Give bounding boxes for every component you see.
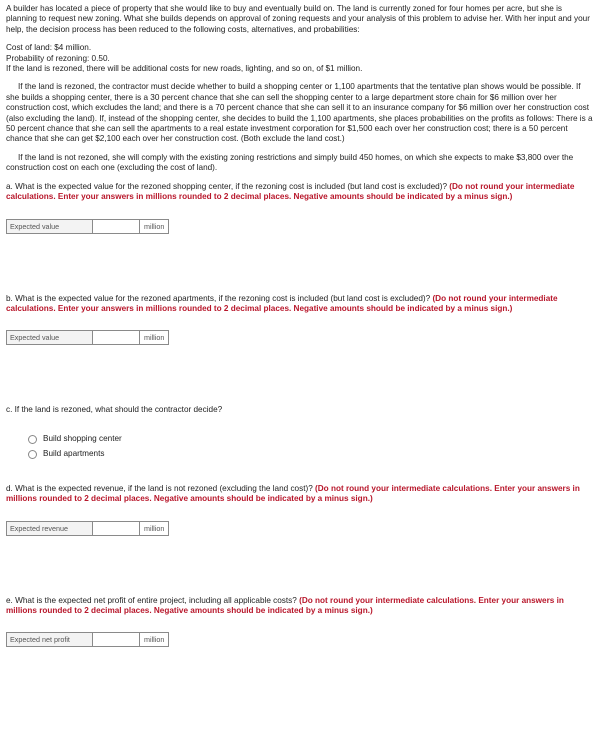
- answer-b-unit: million: [140, 330, 169, 345]
- answer-b-label: Expected value: [6, 330, 92, 345]
- not-rezoned-scenario-text: If the land is not rezoned, she will comply with the existing zoning restrictions and simply build 450 homes, on which she expects to make $3,800 over the construction cost on each one (excluding the cost of land).: [6, 152, 574, 173]
- question-e-text: [6, 596, 593, 617]
- answer-e-label: Expected net profit: [6, 632, 92, 647]
- given-land-cost: Cost of land: $4 million.: [6, 43, 92, 53]
- question-b-instructions: (Do not round your intermediate calculations. Enter your answers in millions rounded to 2 decimal places. Negative amounts should be indicated by a minus sign.): [6, 293, 558, 313]
- question-a-instructions: (Do not round your intermediate calculations. Enter your answers in millions rounded to 2 decimal places. Negative amounts should be indicated by a minus sign.): [6, 181, 575, 202]
- problem-intro: A builder has located a piece of property that she would like to buy and eventually build on. The land is currently zoned for four homes per acre, but she is planning to request new zoning. What she builds depends on approval of zoning requests and your analysis of this problem to advise her. With her input and your help, the decision process has been reduced to the following costs, alternatives, and probabilities:: [6, 4, 590, 34]
- answer-d-input[interactable]: [92, 521, 140, 536]
- question-d-instructions: (Do not round your intermediate calculations. Enter your answers in millions rounded to 2 decimal places. Negative amounts should be indicated by a minus sign.): [6, 483, 580, 504]
- answer-row-e: [6, 632, 593, 647]
- given-rezoning-costs: If the land is rezoned, there will be additional costs for new roads, lighting, and so on, of $1 million.: [6, 64, 363, 74]
- question-a-prompt: a. What is the expected value for the rezoned shopping center, if the rezoning cost is included (but land cost is excluded)?: [6, 181, 450, 191]
- question-b: [6, 294, 593, 346]
- answer-b-input[interactable]: [92, 330, 140, 345]
- option-build-shopping-center[interactable]: [28, 432, 593, 447]
- answer-row-b: [6, 330, 593, 345]
- answer-row-d: [6, 521, 593, 536]
- question-a: [6, 182, 593, 234]
- answer-a-input[interactable]: [92, 219, 140, 234]
- question-c: [6, 405, 593, 461]
- answer-e-input[interactable]: [92, 632, 140, 647]
- option-apartments-label: Build apartments: [43, 449, 105, 459]
- question-e: [6, 596, 593, 648]
- answer-a-label: Expected value: [6, 219, 92, 234]
- question-a-text: [6, 182, 593, 203]
- radio-button-icon[interactable]: [28, 435, 37, 444]
- question-c-options: [28, 432, 593, 462]
- question-e-prompt: e. What is the expected net profit of entire project, including all applicable costs?: [6, 595, 300, 605]
- question-c-text: c. If the land is rezoned, what should the contractor decide?: [6, 405, 223, 415]
- option-build-apartments[interactable]: [28, 447, 593, 462]
- answer-e-unit: million: [140, 632, 169, 647]
- given-rezoning-probability: Probability of rezoning: 0.50.: [6, 53, 110, 63]
- answer-a-unit: million: [140, 219, 169, 234]
- rezoned-scenario-text: If the land is rezoned, the contractor must decide whether to build a shopping center or 1,100 apartments that the tentative plan shows would be possible. If she builds a shopping center, there is a 30 percent chance that she can sell the shopping center to a large department store chain for $6 million over her construction cost, which excludes the land; and there is a 70 percent chance that she can sell it to an insurance company for $6 million over her construction cost (also excluding the land). If, instead of the shopping center, she decides to build the 1,100 apartments, she places probabilities on the profits as follows: There is a 50 percent chance that she can sell the apartments to a real estate investment corporation for $1,500 each over her construction cost; there is a 50 percent chance that she can get $2,100 each over her construction cost. (Both exclude the land cost.): [6, 82, 593, 144]
- question-b-text: [6, 294, 593, 315]
- question-d-prompt: d. What is the expected revenue, if the land is not rezoned (excluding the land cost)?: [6, 483, 316, 493]
- question-b-prompt: b. What is the expected value for the rezoned apartments, if the rezoning cost is included (but land cost is excluded)?: [6, 293, 433, 303]
- question-d-text: [6, 484, 593, 505]
- radio-button-icon[interactable]: [28, 450, 37, 459]
- question-d: [6, 484, 593, 536]
- given-list: [6, 43, 593, 74]
- answer-d-label: Expected revenue: [6, 521, 92, 536]
- answer-d-unit: million: [140, 521, 169, 536]
- option-shopping-center-label: Build shopping center: [43, 434, 122, 444]
- answer-row-a: [6, 219, 593, 234]
- question-e-instructions: (Do not round your intermediate calculations. Enter your answers in millions rounded to 2 decimal places. Negative amounts should be indicated by a minus sign.): [6, 595, 564, 615]
